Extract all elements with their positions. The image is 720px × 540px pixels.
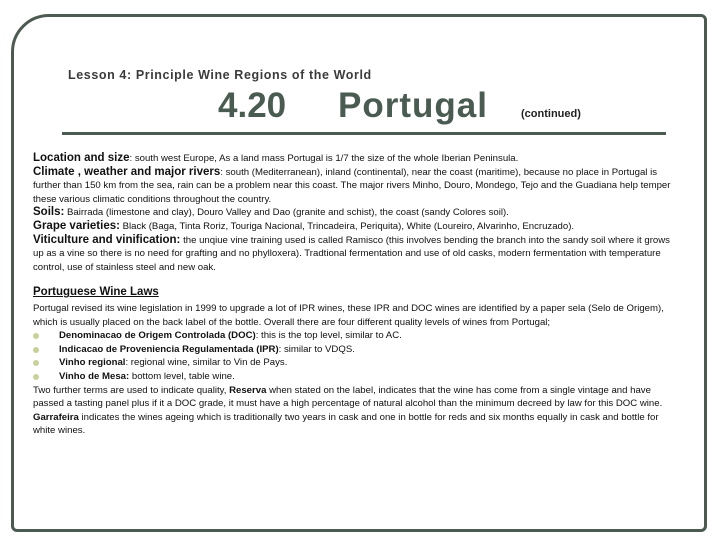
bullet-icon: [33, 360, 39, 366]
laws-heading: Portuguese Wine Laws: [33, 286, 159, 299]
fact-text: Black (Baga, Tinta Roriz, Touriga Nacional, Trincadeira, Periquita), White (Loureiro, Alvarinho, Encruzado).: [122, 220, 575, 232]
slide-body: [33, 152, 683, 438]
list-item: [33, 329, 683, 343]
list-item: [33, 356, 683, 370]
title-rule: [62, 132, 666, 135]
lesson-heading: Lesson 4: Principle Wine Regions of the World: [68, 68, 372, 82]
fact-label: Grape varieties:: [33, 219, 120, 232]
fact-location: Location and size: south west Europe, As a land mass Portugal is 1/7 the size of the whole Iberian Peninsula.: [33, 152, 519, 164]
level-name: Vinho regional: [59, 357, 126, 369]
level-name: Denominacao de Origem Controlada (DOC): [59, 330, 256, 342]
continued-label: (continued): [521, 108, 581, 120]
fact-text: south west Europe, As a land mass Portugal is 1/7 the size of the whole Iberian Peninsula.: [134, 153, 519, 164]
section-number: 4.20: [218, 86, 287, 125]
fact-label: Viticulture and vinification:: [33, 233, 181, 246]
bullet-icon: [33, 333, 39, 339]
fact-label: Location and size: [33, 152, 130, 164]
level-name: Vinho de Mesa:: [59, 370, 130, 382]
laws-intro: Portugal revised its wine legislation in 1999 to upgrade a lot of IPR wines, these IPR and DOC wines are identified by a paper sela (Selo de Origem), which is usually placed on the back label of the bottle. Overall there are four different quality levels of wines from Portugal;: [33, 302, 664, 328]
level-desc: : similar to VDQS.: [278, 343, 355, 355]
list-item: [33, 343, 683, 357]
fact-climate: Climate , weather and major rivers: south (Mediterranean), inland (continental), near the coast (maritime), because no place in Portugal is further than 150 km from the sea, rain can be a problem near this coast. The major rivers Minho, Douro, Mondego, Tejo and the Guadiana help temper these various climatic conditions throughout the country.: [33, 165, 671, 205]
term-reserva: Reserva: [229, 384, 267, 396]
level-name: Indicacao de Proveniencia Regulamentada (IPR): [59, 343, 279, 355]
fact-label: Climate , weather and major rivers: [33, 165, 221, 178]
laws-closing: Two further terms are used to indicate quality, Reserva when stated on the label, indicates that the wine has come from a single vintage and have passed a tasting panel plus if it a DOC grade, it must have a high percentage of natural alcohol than the minimum decreed by law for this DOC wine. Garrafeira indicates the wines ageing which is traditionally two years in cask and one in bottle for reds and six months equally in cask and bottle for white wines.: [33, 384, 663, 437]
quality-levels-list: [33, 329, 683, 383]
fact-grapes: [33, 220, 683, 234]
level-desc: : regional wine, similar to Vin de Pays.: [125, 357, 288, 369]
fact-text: the unqiue vine training used is called Ramisco (this involves bending the branch into the sandy soil where it grows up as a vine so there is no need for grafting and no phylloxera). Tradtional fermentation and use of old casks, modern fermentation with temperature control, use of stainless steel and new oak.: [33, 234, 670, 273]
level-desc: bottom level, table wine.: [129, 370, 235, 382]
list-item: [33, 370, 683, 384]
fact-label: Soils:: [33, 206, 65, 219]
fact-text: Bairrada (limestone and clay), Douro Valley and Dao (granite and schist), the coast (sandy Colores soil).: [66, 207, 509, 219]
page-title: Portugal: [338, 86, 488, 125]
fact-text: south (Mediterranean), inland (continental), near the coast (maritime), because no place in Portugal is further than 150 km from the sea, rain can be a problem near this coast. The major rivers Minho, Douro, Mondego, Tejo and the Guadiana help temper these various climatic conditions throughout the country.: [33, 166, 671, 205]
level-desc: : this is the top level, similar to AC.: [255, 330, 402, 342]
bullet-icon: [33, 347, 39, 353]
bullet-icon: [33, 374, 39, 380]
title-row: [0, 86, 720, 130]
fact-soils: [33, 206, 683, 220]
term-garrafeira: Garrafeira: [33, 411, 79, 423]
fact-viticulture: [33, 234, 683, 275]
